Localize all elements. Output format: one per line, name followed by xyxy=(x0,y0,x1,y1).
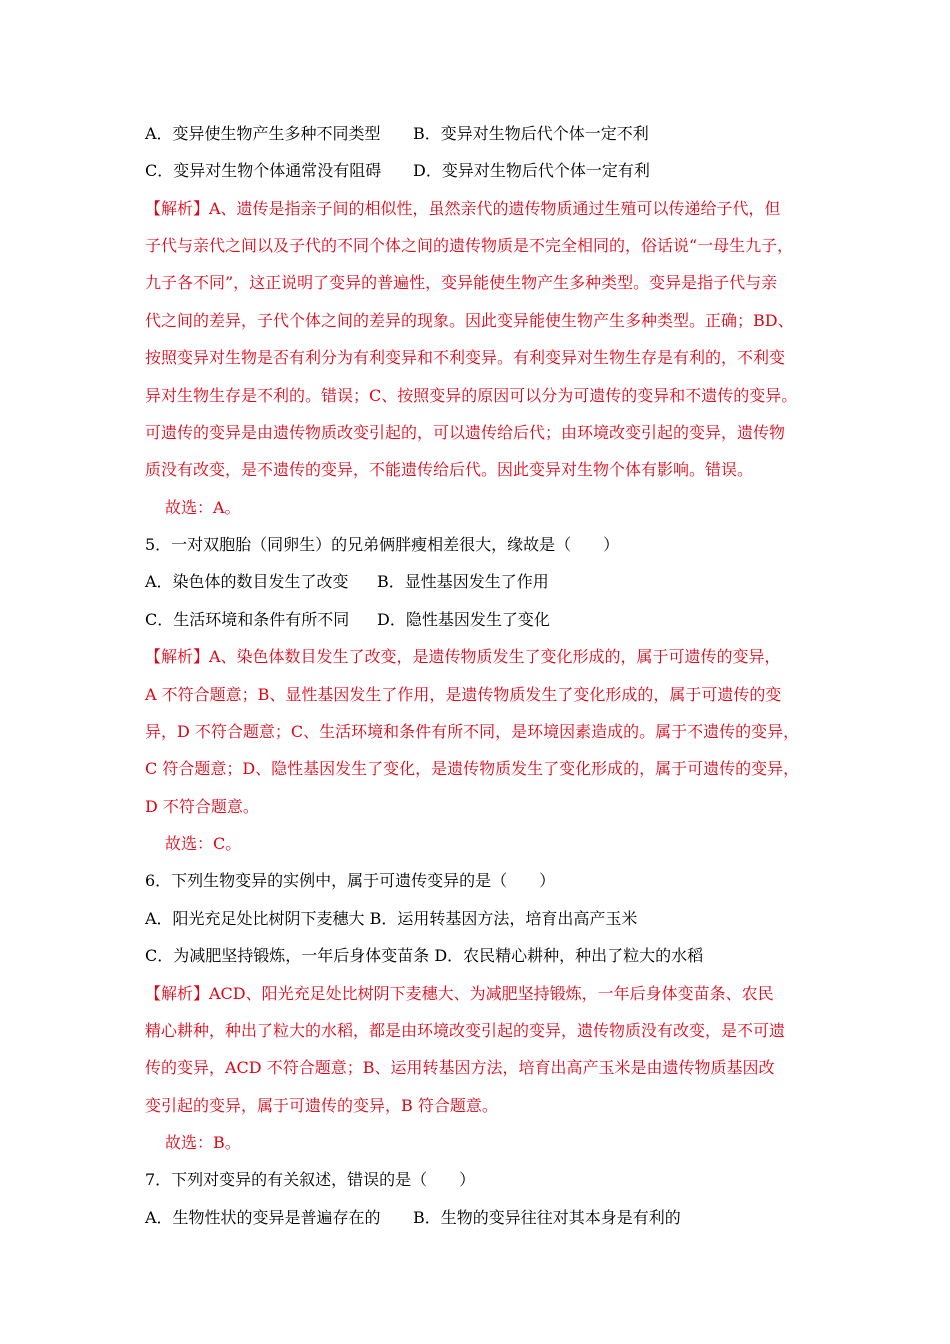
q7-option-a: A．生物性状的变异是普遍存在的 xyxy=(145,1208,381,1227)
q4-analysis-line: 九子各不同”，这正说明了变异的普遍性，变异能使生物产生多种类型。变异是指子代与亲 xyxy=(145,273,778,292)
q6-option-row-1: A．阳光充足处比树阴下麦穗大 B．运用转基因方法，培育出高产玉米 xyxy=(145,909,638,928)
q6-analysis-line: 精心耕种，种出了粒大的水稻，都是由环境改变引起的变异，遗传物质没有改变，是不可遗 xyxy=(145,1021,786,1040)
q6-analysis-line: 传的变异，ACD 不符合题意；B、运用转基因方法，培育出高产玉米是由遗传物质基因改 xyxy=(145,1058,775,1077)
q4-analysis-line: 异对生物生存是不利的。错误；C、按照变异的原因可以分为可遗传的变异和不遗传的变异。 xyxy=(145,386,798,405)
q7-option-b: B．生物的变异往往对其本身是有利的 xyxy=(413,1208,681,1227)
q4-analysis-line: 质没有改变，是不遗传的变异，不能遗传给后代。因此变异对生物个体有影响。错误。 xyxy=(145,460,754,479)
q5-option-row-1 xyxy=(145,571,810,593)
q5-option-d: D．隐性基因发生了变化 xyxy=(377,610,550,629)
q5-analysis-line: D 不符合题意。 xyxy=(145,797,259,816)
q4-analysis-line: 【解析】A、遗传是指亲子间的相似性，虽然亲代的遗传物质通过生殖可以传递给子代，但 xyxy=(145,199,781,218)
q6-stem: 6．下列生物变异的实例中，属于可遗传变异的是（ ） xyxy=(145,871,556,890)
q7-stem: 7．下列对变异的有关叙述，错误的是（ ） xyxy=(145,1170,476,1189)
q4-option-row-2 xyxy=(145,160,810,182)
q4-analysis-line: 按照变异对生物是否有利分为有利变异和不利变异。有利变异对生物生存是有利的，不利变 xyxy=(145,348,786,367)
q5-option-b: B．显性基因发生了作用 xyxy=(377,572,549,591)
q4-analysis-line: 可遗传的变异是由遗传物质改变引起的，可以遗传给后代；由环境改变引起的变异，遗传物 xyxy=(145,423,786,442)
q5-analysis-line: C 符合题意；D、隐性基因发生了变化，是遗传物质发生了变化形成的，属于可遗传的变异， xyxy=(145,759,800,778)
q4-analysis-line: 子代与亲代之间以及子代的不同个体之间的遗传物质是不完全相同的，俗话说“一母生九子， xyxy=(145,236,794,255)
q4-answer: 故选：A。 xyxy=(165,498,241,517)
q5-analysis-line: A 不符合题意；B、显性基因发生了作用，是遗传物质发生了变化形成的，属于可遗传的变 xyxy=(145,685,782,704)
q6-option-row-2: C．为减肥坚持锻炼，一年后身体变苗条 D．农民精心耕种，种出了粒大的水稻 xyxy=(145,946,704,965)
q4-option-b: B．变异对生物后代个体一定不利 xyxy=(413,124,649,143)
q6-analysis-line: 变引起的变异，属于可遗传的变异，B 符合题意。 xyxy=(145,1096,498,1115)
q7-option-row-1 xyxy=(145,1207,810,1229)
q5-analysis-line: 【解析】A、染色体数目发生了改变，是遗传物质发生了变化形成的，属于可遗传的变异， xyxy=(145,647,781,666)
q6-analysis-line: 【解析】ACD、阳光充足处比树阴下麦穗大、为减肥坚持锻炼，一年后身体变苗条、农民 xyxy=(145,984,774,1003)
q4-option-a: A．变异使生物产生多种不同类型 xyxy=(145,124,381,143)
q5-analysis-line: 异，D 不符合题意；C、生活环境和条件有所不同，是环境因素造成的。属于不遗传的变异， xyxy=(145,722,800,741)
q5-answer: 故选：C。 xyxy=(165,834,242,853)
q5-option-row-2 xyxy=(145,609,810,631)
q6-answer: 故选：B。 xyxy=(165,1133,241,1152)
q5-option-c: C．生活环境和条件有所不同 xyxy=(145,610,350,629)
q5-stem: 5．一对双胞胎（同卵生）的兄弟俩胖瘦相差很大，缘故是（ ） xyxy=(145,535,620,554)
q5-option-a: A．染色体的数目发生了改变 xyxy=(145,572,349,591)
q4-option-row-1 xyxy=(145,123,810,145)
q4-option-d: D．变异对生物后代个体一定有利 xyxy=(413,161,650,180)
q4-analysis-line: 代之间的差异，子代个体之间的差异的现象。因此变异能使生物产生多种类型。正确；BD、 xyxy=(145,311,794,330)
q4-option-c: C．变异对生物个体通常没有阻碍 xyxy=(145,161,382,180)
